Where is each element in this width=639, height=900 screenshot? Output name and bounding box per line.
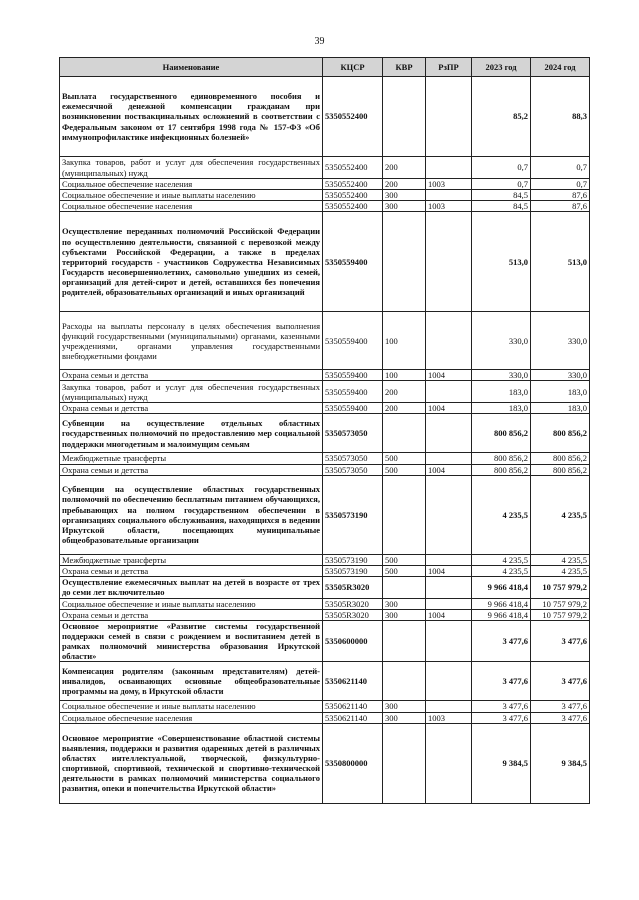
row-kcsr: 5350559400 [323,212,383,312]
table-row [60,576,590,598]
row-rzpr [426,475,472,554]
table-row [60,453,590,464]
row-kcsr: 53505R3020 [323,598,383,609]
table-header-row [60,58,590,77]
row-amount-2023: 800 856,2 [472,453,531,464]
row-amount-2024: 87,6 [531,190,590,201]
row-name: Охрана семьи и детства [60,403,323,414]
row-amount-2024: 3 477,6 [531,701,590,712]
row-kcsr: 5350573050 [323,414,383,453]
table-row [60,565,590,576]
row-kcsr: 5350559400 [323,312,383,370]
table-row [60,77,590,157]
row-kcsr: 5350800000 [323,723,383,803]
row-rzpr: 1004 [426,403,472,414]
row-amount-2024: 10 757 979,2 [531,576,590,598]
row-amount-2024: 9 384,5 [531,723,590,803]
row-kcsr: 5350573190 [323,475,383,554]
table-row [60,464,590,475]
row-rzpr [426,576,472,598]
row-rzpr: 1004 [426,370,472,381]
row-amount-2023: 9 966 418,4 [472,576,531,598]
row-kcsr: 5350559400 [323,370,383,381]
row-rzpr [426,662,472,701]
row-amount-2024: 4 235,5 [531,565,590,576]
row-kvr: 500 [383,554,426,565]
table-row [60,475,590,554]
row-kcsr: 5350559400 [323,403,383,414]
row-name: Субвенции на осуществление отдельных областных государственных полномочий по предоставлению мер социальной поддержки многодетным и малоимущим семьям [60,414,323,453]
row-amount-2023: 4 235,5 [472,475,531,554]
header-kvr: КВР [383,58,426,77]
row-kvr [383,414,426,453]
table-row [60,312,590,370]
table-row [60,190,590,201]
row-amount-2024: 183,0 [531,403,590,414]
row-amount-2023: 0,7 [472,157,531,179]
row-rzpr [426,212,472,312]
row-amount-2023: 3 477,6 [472,621,531,662]
row-kvr [383,212,426,312]
row-name: Межбюджетные трансферты [60,554,323,565]
row-amount-2024: 87,6 [531,201,590,212]
table-row [60,712,590,723]
row-name: Выплата государственного единовременного пособия и ежемесячной денежной компенсации гражданам при возникновении поствакцинальных осложнений в соответствии с Федеральным законом от 17 сентября 1998 года № 157-ФЗ «Об иммунопрофилактике инфекционных болезней» [60,77,323,157]
row-name: Охрана семьи и детства [60,464,323,475]
row-kcsr: 5350552400 [323,179,383,190]
row-name: Межбюджетные трансферты [60,453,323,464]
table-row [60,212,590,312]
row-name: Социальное обеспечение населения [60,712,323,723]
row-kvr [383,723,426,803]
row-name: Социальное обеспечение и иные выплаты населению [60,598,323,609]
row-amount-2023: 0,7 [472,179,531,190]
table-body [60,77,590,804]
row-kvr [383,77,426,157]
row-kcsr: 5350621140 [323,662,383,701]
row-name: Закупка товаров, работ и услуг для обеспечения государственных (муниципальных) нужд [60,381,323,403]
row-rzpr: 1004 [426,609,472,620]
table-row [60,414,590,453]
row-rzpr [426,381,472,403]
row-rzpr [426,621,472,662]
row-amount-2023: 183,0 [472,403,531,414]
row-rzpr [426,554,472,565]
row-name: Социальное обеспечение и иные выплаты населению [60,190,323,201]
table-row [60,723,590,803]
row-amount-2023: 3 477,6 [472,701,531,712]
row-amount-2024: 330,0 [531,370,590,381]
header-name: Наименование [60,58,323,77]
row-name: Охрана семьи и детства [60,609,323,620]
row-name: Социальное обеспечение населения [60,201,323,212]
row-name: Основное мероприятие «Развитие системы государственной поддержки семей в связи с рождением и воспитанием детей в рамках полномочий министерства образования Иркутской области» [60,621,323,662]
row-kcsr: 5350600000 [323,621,383,662]
row-kvr [383,662,426,701]
row-amount-2023: 9 384,5 [472,723,531,803]
row-name: Основное мероприятие «Совершенствование областной системы выявления, поддержки и развития одаренных детей в различных областях интеллектуальной, творческой, физкультурно-спортивной, спортивной, технической и спортивно-технической деятельности в рамках полномочий министерства социального развития, опеки и попечительства Иркутской области» [60,723,323,803]
row-kcsr: 5350552400 [323,77,383,157]
row-amount-2024: 330,0 [531,312,590,370]
row-amount-2024: 3 477,6 [531,662,590,701]
row-name: Расходы на выплаты персоналу в целях обеспечения выполнения функций государственными (муниципальными) органами, казенными учреждениями, органами управления государственными внебюджетными фондами [60,312,323,370]
row-rzpr: 1004 [426,565,472,576]
row-kvr: 300 [383,190,426,201]
header-2023: 2023 год [472,58,531,77]
row-kcsr: 5350621140 [323,701,383,712]
header-rzpr: РзПР [426,58,472,77]
row-kvr: 500 [383,565,426,576]
row-kvr: 500 [383,453,426,464]
row-amount-2024: 10 757 979,2 [531,598,590,609]
row-amount-2023: 4 235,5 [472,554,531,565]
row-rzpr: 1003 [426,179,472,190]
table-row [60,609,590,620]
row-kvr: 500 [383,464,426,475]
table-row [60,403,590,414]
row-kvr: 300 [383,598,426,609]
row-amount-2024: 0,7 [531,157,590,179]
row-kcsr: 5350559400 [323,381,383,403]
row-amount-2024: 10 757 979,2 [531,609,590,620]
row-kcsr: 53505R3020 [323,576,383,598]
row-amount-2024: 88,3 [531,77,590,157]
row-amount-2023: 3 477,6 [472,662,531,701]
row-kcsr: 5350573190 [323,554,383,565]
table-row [60,621,590,662]
row-amount-2023: 9 966 418,4 [472,598,531,609]
row-amount-2024: 800 856,2 [531,414,590,453]
row-kvr: 200 [383,179,426,190]
row-kcsr: 5350573050 [323,464,383,475]
table-row [60,554,590,565]
table-row [60,701,590,712]
row-name: Охрана семьи и детства [60,370,323,381]
row-kcsr: 5350552400 [323,201,383,212]
row-kcsr: 5350573190 [323,565,383,576]
row-amount-2023: 800 856,2 [472,464,531,475]
row-rzpr [426,77,472,157]
row-rzpr [426,157,472,179]
row-amount-2024: 513,0 [531,212,590,312]
row-amount-2023: 800 856,2 [472,414,531,453]
row-name: Закупка товаров, работ и услуг для обеспечения государственных (муниципальных) нужд [60,157,323,179]
table-row [60,662,590,701]
row-amount-2023: 9 966 418,4 [472,609,531,620]
row-amount-2024: 183,0 [531,381,590,403]
row-kcsr: 53505R3020 [323,609,383,620]
row-amount-2023: 85,2 [472,77,531,157]
header-kcsr: КЦСР [323,58,383,77]
row-rzpr: 1003 [426,712,472,723]
row-kvr: 100 [383,370,426,381]
table-row [60,381,590,403]
budget-table [59,57,590,804]
row-amount-2023: 84,5 [472,201,531,212]
row-amount-2024: 4 235,5 [531,554,590,565]
row-amount-2024: 3 477,6 [531,621,590,662]
row-kvr: 300 [383,712,426,723]
row-kvr: 300 [383,609,426,620]
row-kvr: 300 [383,201,426,212]
row-amount-2023: 84,5 [472,190,531,201]
row-name: Охрана семьи и детства [60,565,323,576]
row-amount-2023: 513,0 [472,212,531,312]
table-row [60,598,590,609]
row-amount-2023: 330,0 [472,312,531,370]
page-number: 39 [314,36,325,47]
table-row [60,370,590,381]
row-amount-2024: 3 477,6 [531,712,590,723]
row-name: Субвенции на осуществление областных государственных полномочий по обеспечению бесплатным питанием обучающихся, пребывающих на полном государственном обеспечении в организациях социального обслуживания, находящихся в ведении Иркутской области, посещающих муниципальные общеобразовательные организации [60,475,323,554]
row-kvr: 200 [383,403,426,414]
table-row [60,201,590,212]
row-name: Осуществление переданных полномочий Российской Федерации по осуществлению деятельности, связанной с перевозкой между субъектами Российской Федерации, а также в пределах территорий государств - участников Содружества Независимых Государств несовершеннолетних, самовольно ушедших из семей, организаций для детей-сирот и детей, оставшихся без попечения родителей, образовательных организаций и иных организаций [60,212,323,312]
row-kcsr: 5350552400 [323,190,383,201]
table-row [60,179,590,190]
row-rzpr [426,312,472,370]
row-amount-2023: 3 477,6 [472,712,531,723]
row-kvr [383,576,426,598]
row-name: Социальное обеспечение и иные выплаты населению [60,701,323,712]
row-rzpr: 1004 [426,464,472,475]
row-kvr [383,475,426,554]
row-kvr: 300 [383,701,426,712]
row-amount-2023: 330,0 [472,370,531,381]
row-name: Осуществление ежемесячных выплат на детей в возрасте от трех до семи лет включительно [60,576,323,598]
row-rzpr [426,453,472,464]
row-amount-2024: 4 235,5 [531,475,590,554]
row-amount-2024: 800 856,2 [531,453,590,464]
row-amount-2024: 0,7 [531,179,590,190]
row-kvr: 200 [383,157,426,179]
row-kvr: 200 [383,381,426,403]
row-amount-2023: 4 235,5 [472,565,531,576]
row-kcsr: 5350573050 [323,453,383,464]
row-rzpr [426,701,472,712]
row-rzpr [426,414,472,453]
header-2024: 2024 год [531,58,590,77]
row-kvr: 100 [383,312,426,370]
row-kcsr: 5350552400 [323,157,383,179]
row-rzpr [426,723,472,803]
row-amount-2024: 800 856,2 [531,464,590,475]
row-rzpr [426,598,472,609]
row-name: Социальное обеспечение населения [60,179,323,190]
row-rzpr: 1003 [426,201,472,212]
row-amount-2023: 183,0 [472,381,531,403]
row-kcsr: 5350621140 [323,712,383,723]
table-row [60,157,590,179]
row-rzpr [426,190,472,201]
row-name: Компенсация родителям (законным представителям) детей-инвалидов, осваивающих основные общеобразовательные программы на дому, в Иркутской области [60,662,323,701]
row-kvr [383,621,426,662]
